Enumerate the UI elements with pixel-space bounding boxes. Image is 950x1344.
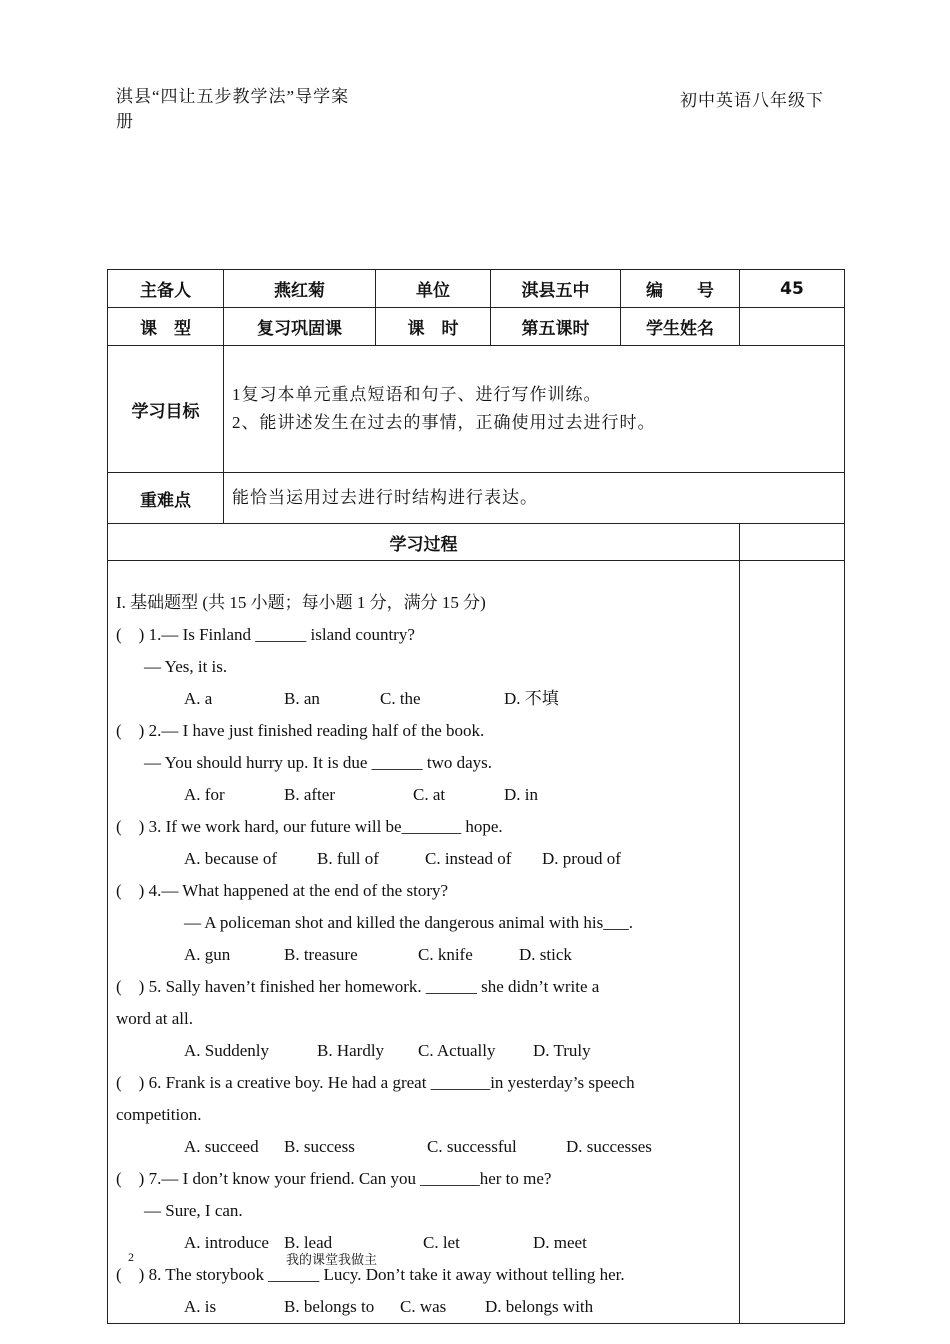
option-c: C. knife [418,945,473,964]
option-a: A. gun [184,945,231,964]
question-6-options [116,1131,739,1163]
question-4-answer-line: — A policeman shot and killed the dangerous animal with his___. [184,913,634,932]
option-b: B. treasure [284,945,358,964]
student-name-label: 学生姓名 [621,308,740,346]
unit-label: 单位 [376,270,491,308]
option-b: B. belongs to [284,1297,375,1316]
question-1-options [116,683,739,715]
option-b: B. success [284,1137,355,1156]
option-b: B. after [284,785,335,804]
question-7: ( ) 7.— I don’t know your friend. Can you _______her to me? [116,1169,552,1188]
header-title-continued: 册 [116,112,133,131]
option-b: B. full of [317,849,379,868]
question-3-options [116,843,739,875]
question-4-options [116,939,739,971]
period-value: 第五课时 [491,308,621,346]
goals-content [224,346,845,473]
lesson-plan-table [107,269,845,1324]
question-3: ( ) 3. If we work hard, our future will be_______ hope. [116,817,503,836]
process-title: 学习过程 [108,524,740,561]
question-8-options [116,1291,739,1323]
option-c: C. successful [427,1137,517,1156]
option-a: A. a [184,689,213,708]
option-d: D. 不填 [504,689,559,708]
preparer-value: 燕红菊 [224,270,376,308]
process-notes-header [740,524,845,561]
question-5: ( ) 5. Sally haven’t finished her homework. ______ she didn’t write a [116,977,600,996]
option-d: D. Truly [533,1041,591,1060]
option-a: A. Suddenly [184,1041,269,1060]
option-c: C. at [413,785,446,804]
number-label: 编 号 [621,270,740,308]
question-1-answer-line: — Yes, it is. [144,657,228,676]
option-a: A. for [184,785,225,804]
question-6: ( ) 6. Frank is a creative boy. He had a great _______in yesterday’s speech [116,1073,635,1092]
type-value: 复习巩固课 [224,308,376,346]
option-d: D. successes [566,1137,652,1156]
question-2-options [116,779,739,811]
option-a: A. is [184,1297,217,1316]
exercise-heading: I. 基础题型 (共 15 小题；每小题 1 分，满分 15 分) [116,593,486,612]
option-c: C. Actually [418,1041,496,1060]
question-2-answer-line: — You should hurry up. It is due ______ two days. [144,753,493,772]
question-7-answer-line: — Sure, I can. [144,1201,243,1220]
goal-2: 2、能讲述发生在过去的事情，正确使用过去进行时。 [232,413,656,432]
key-points-label: 重难点 [108,473,224,524]
preparer-label: 主备人 [108,270,224,308]
option-d: D. meet [533,1233,587,1252]
question-1: ( ) 1.— Is Finland ______ island country? [116,625,415,644]
option-a: A. because of [184,849,277,868]
option-d: D. stick [519,945,572,964]
question-5-options [116,1035,739,1067]
goals-label: 学习目标 [108,346,224,473]
option-b: B. lead [284,1233,333,1252]
option-b: B. Hardly [317,1041,385,1060]
unit-value: 淇县五中 [491,270,621,308]
option-a: A. succeed [184,1137,259,1156]
option-c: C. instead of [425,849,512,868]
process-notes-column [740,561,845,1324]
header-subject: 初中英语八年级下 [680,91,824,110]
question-8: ( ) 8. The storybook ______ Lucy. Don’t take it away without telling her. [116,1265,625,1284]
footer-motto: 我的课堂我做主 [286,1252,378,1267]
type-label: 课 型 [108,308,224,346]
header-title: 淇县“四让五步教学法”导学案 [116,87,350,106]
student-name-field[interactable] [740,308,845,346]
option-a: A. introduce [184,1233,269,1252]
option-d: D. proud of [542,849,621,868]
option-b: B. an [284,689,320,708]
period-label: 课 时 [376,308,491,346]
option-c: C. let [423,1233,460,1252]
option-d: D. in [504,785,538,804]
question-6-continued: competition. [116,1105,202,1124]
question-5-continued: word at all. [116,1009,193,1028]
question-2: ( ) 2.— I have just finished reading half of the book. [116,721,485,740]
option-d: D. belongs with [485,1297,594,1316]
key-points-content: 能恰当运用过去进行时结构进行表达。 [224,473,845,524]
option-c: C. was [400,1297,447,1316]
number-value: 45 [740,270,845,308]
option-c: C. the [380,689,421,708]
page-number: 2 [128,1250,134,1264]
exercise-content [108,561,740,1324]
question-4: ( ) 4.— What happened at the end of the story? [116,881,449,900]
goal-1: 1复习本单元重点短语和句子、进行写作训练。 [232,385,602,404]
question-7-options [116,1227,739,1259]
